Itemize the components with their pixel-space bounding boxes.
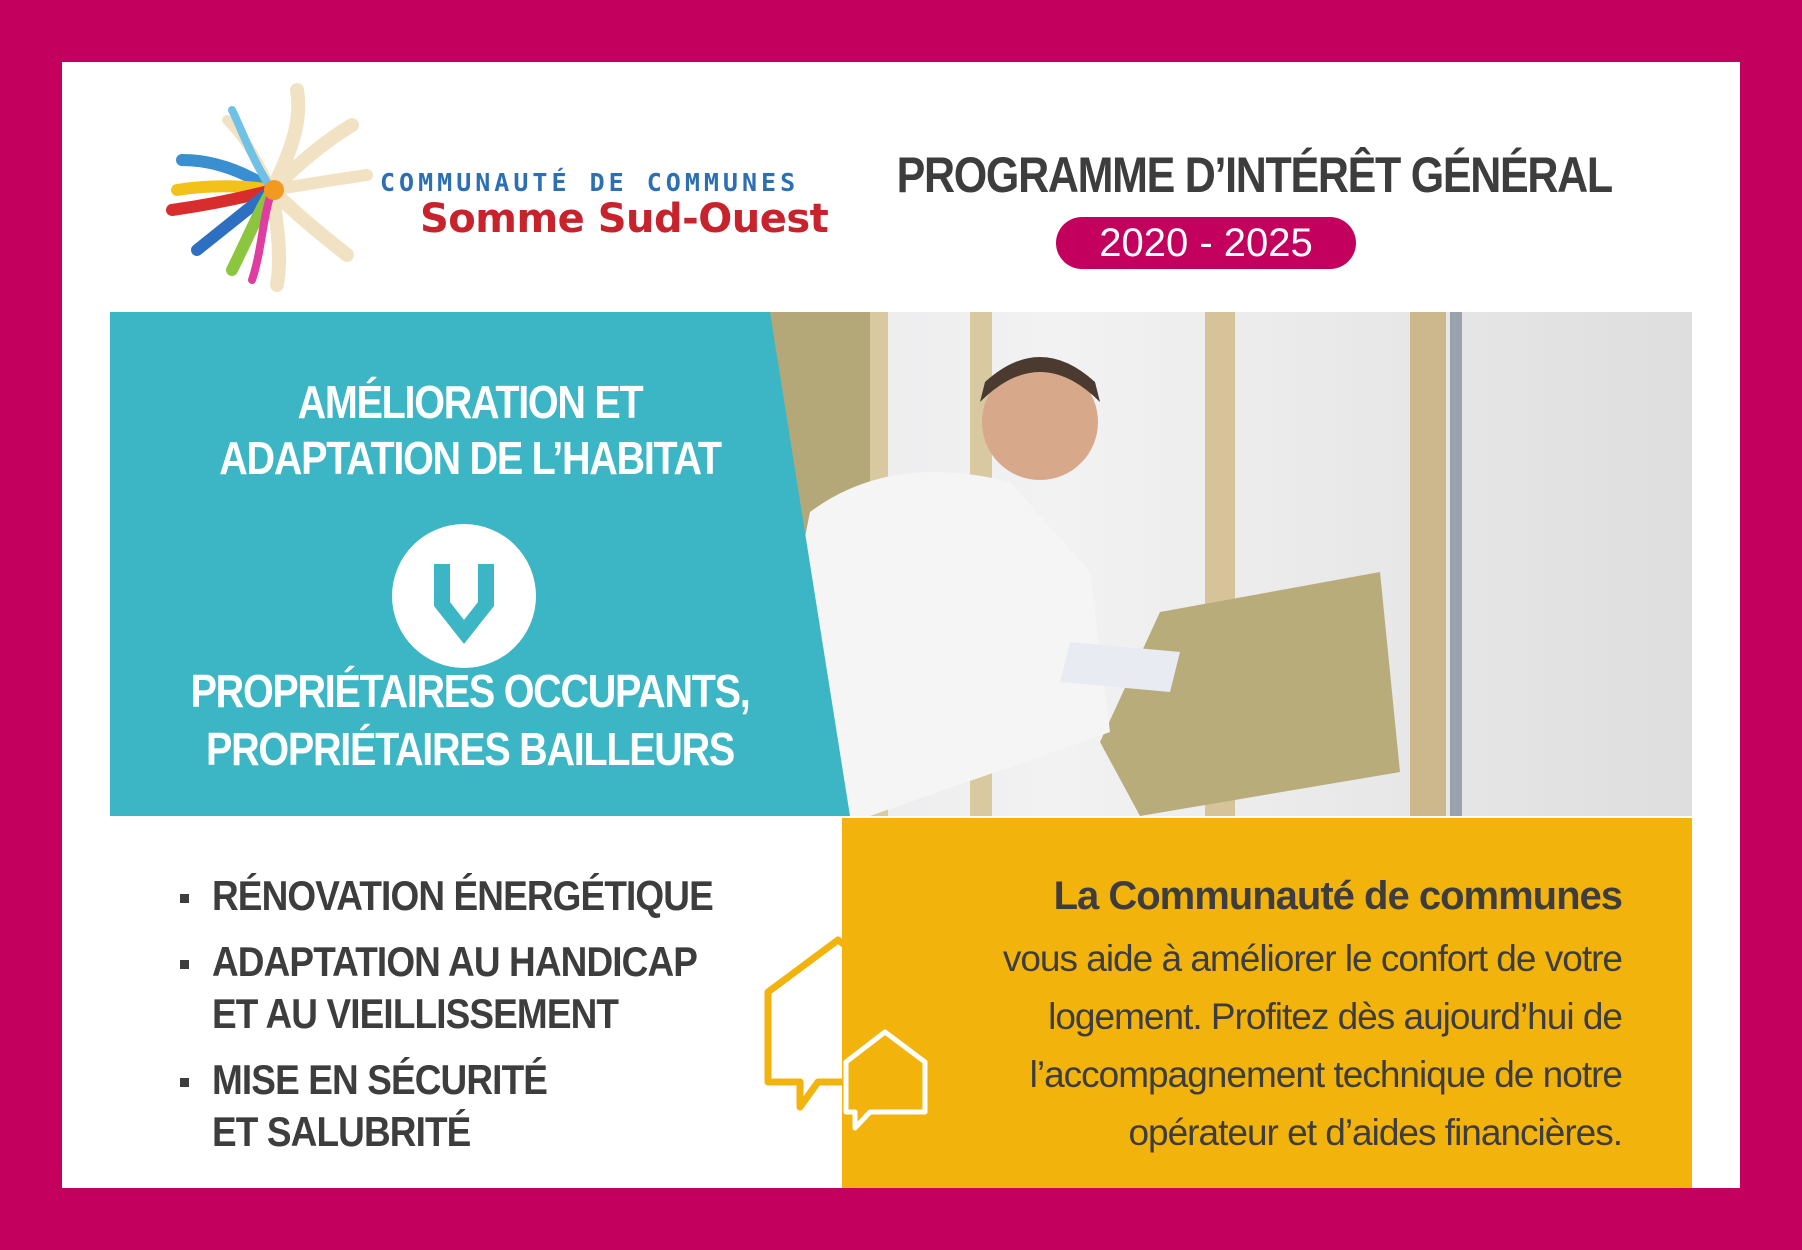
list-item-line: ET SALUBRITÉ	[212, 1108, 471, 1155]
info-line: logement. Profitez dès aujourd’hui de	[1048, 996, 1622, 1037]
bullet-icon	[180, 1078, 189, 1087]
info-line: l’accompagnement technique de notre	[1029, 1054, 1622, 1095]
list-item	[180, 936, 820, 1040]
info-heading: La Communauté de communes	[1053, 874, 1622, 918]
program-title: PROGRAMME D’INTÉRÊT GÉNÉRAL	[896, 147, 1612, 203]
flyer-card	[62, 62, 1740, 1188]
logo-line-2: Somme Sud-Ouest	[420, 196, 829, 242]
info-line: opérateur et d’aides financières.	[1128, 1112, 1622, 1153]
banner-heading-line: AMÉLIORATION ET	[297, 376, 643, 428]
banner-audience-line: PROPRIÉTAIRES OCCUPANTS,	[190, 665, 750, 717]
services-list	[180, 870, 820, 1172]
list-item-line: ET AU VIEILLISSEMENT	[212, 990, 619, 1037]
logo	[152, 80, 829, 300]
bullet-icon	[180, 894, 189, 903]
banner-audience-line: PROPRIÉTAIRES BAILLEURS	[206, 723, 734, 775]
list-item	[180, 870, 820, 922]
sun-logo-icon	[152, 80, 412, 300]
years-badge: 2020 - 2025	[1056, 217, 1356, 269]
list-item-line: MISE EN SÉCURITÉ	[212, 1056, 548, 1103]
banner-heading	[110, 374, 830, 486]
banner-heading-line: ADAPTATION DE L’HABITAT	[219, 432, 721, 484]
list-item	[180, 1054, 820, 1158]
list-item-line: RÉNOVATION ÉNERGÉTIQUE	[212, 872, 713, 919]
info-line: vous aide à améliorer le confort de votre	[1002, 938, 1622, 979]
banner-audience	[110, 662, 830, 778]
logo-line-1: COMMUNAUTÉ DE COMMUNES	[380, 168, 800, 197]
info-body	[882, 930, 1622, 1162]
list-item-line: ADAPTATION AU HANDICAP	[212, 938, 698, 985]
arrow-down-icon	[392, 524, 536, 668]
bullet-icon	[180, 960, 189, 969]
